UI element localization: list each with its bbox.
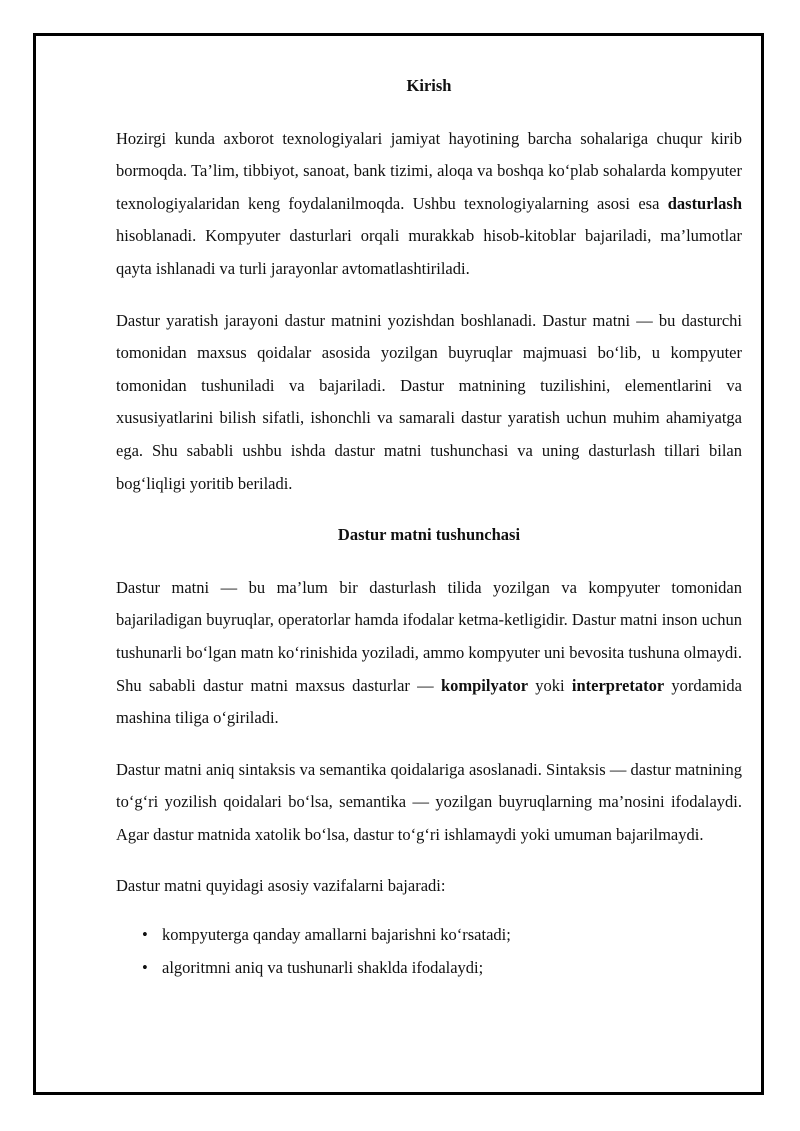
section-heading-dastur-matni: Dastur matni tushunchasi [337, 525, 521, 545]
list-item [116, 919, 742, 952]
functions-list [116, 919, 742, 984]
section-heading-kirish: Kirish [406, 76, 452, 95]
bold-term-kompilyator: kompilyator [440, 675, 529, 695]
text-run: Hozirgi kunda axborot texnologiyalari jamiyat hayotining barcha sohalariga chuqur kirib bormoqda. Ta’lim, tibbiyot, sanoat, bank tizimi, aloqa va boshqa ko‘plab sohalarda kompyuter texnologiyalaridan keng foydalanilmoqda. Ushbu texnologiyalarning asosi esa [116, 128, 742, 213]
paragraph-syntax-semantics: Dastur matni aniq sintaksis va semantika qoidalariga asoslanadi. Sintaksis — dastur matnining to‘g‘ri yozilish qoidalari bo‘lsa, semantika — yozilgan buyruqlarning ma’nosini ifodalaydi. Agar dastur matnida xatolik bo‘lsa, dastur to‘g‘ri ishlamaydi yoki umuman bajarilmaydi. [116, 759, 742, 844]
list-item-text: algoritmni aniq va tushunarli shaklda ifodalaydi; [162, 957, 484, 977]
paragraph-intro-1 [116, 123, 742, 286]
bullet-icon: • [142, 925, 148, 945]
bullet-icon: • [142, 957, 148, 977]
text-run: Dastur matni — bu ma’lum bir dasturlash tilida yozilgan va kompyuter tomonidan bajariladigan buyruqlar, operatorlar hamda ifodalar ketma-ketligidir. Dastur matni inson uchun tushunarli bo‘lgan matn ko‘rinishida yoziladi, ammo kompyuter uni bevosita tushuna olmaydi. Shu sababli dastur matni maxsus dasturlar — [116, 577, 742, 695]
list-item-text: kompyuterga qanday amallarni bajarishni ko‘rsatadi; [162, 925, 511, 945]
list-item [116, 952, 742, 985]
paragraph-definition [116, 572, 742, 735]
document-body [116, 70, 742, 984]
text-run: hisoblanadi. Kompyuter dasturlari orqali murakkab hisob-kitoblar bajariladi, ma’lumotlar qayta ishlanadi va turli jarayonlar avtomatlashtiriladi. [116, 226, 742, 278]
bold-term-dasturlash: dasturlash [667, 193, 742, 213]
paragraph-intro-2: Dastur yaratish jarayoni dastur matnini yozishdan boshlanadi. Dastur matni — bu dasturchi tomonidan maxsus qoidalar asosida yozilgan buyruqlar majmuasi bo‘lib, u kompyuter tomonidan tushuniladi va bajariladi. Dastur matnining tuzilishini, elementlarini va xususiyatlarini bilish sifatli, ishonchli va samarali dastur yaratish uchun muhim ahamiyatga ega. Shu sababli ushbu ishda dastur matni tushunchasi va uning dasturlash tillari bilan bog‘liqligi yoritib beriladi. [116, 310, 742, 493]
text-run: yordamida mashina tiliga o‘giriladi. [116, 675, 742, 728]
paragraph-functions-intro: Dastur matni quyidagi asosiy vazifalarni bajaradi: [116, 876, 446, 896]
bold-term-interpretator: interpretator [571, 675, 665, 695]
text-run: yoki [528, 675, 572, 695]
